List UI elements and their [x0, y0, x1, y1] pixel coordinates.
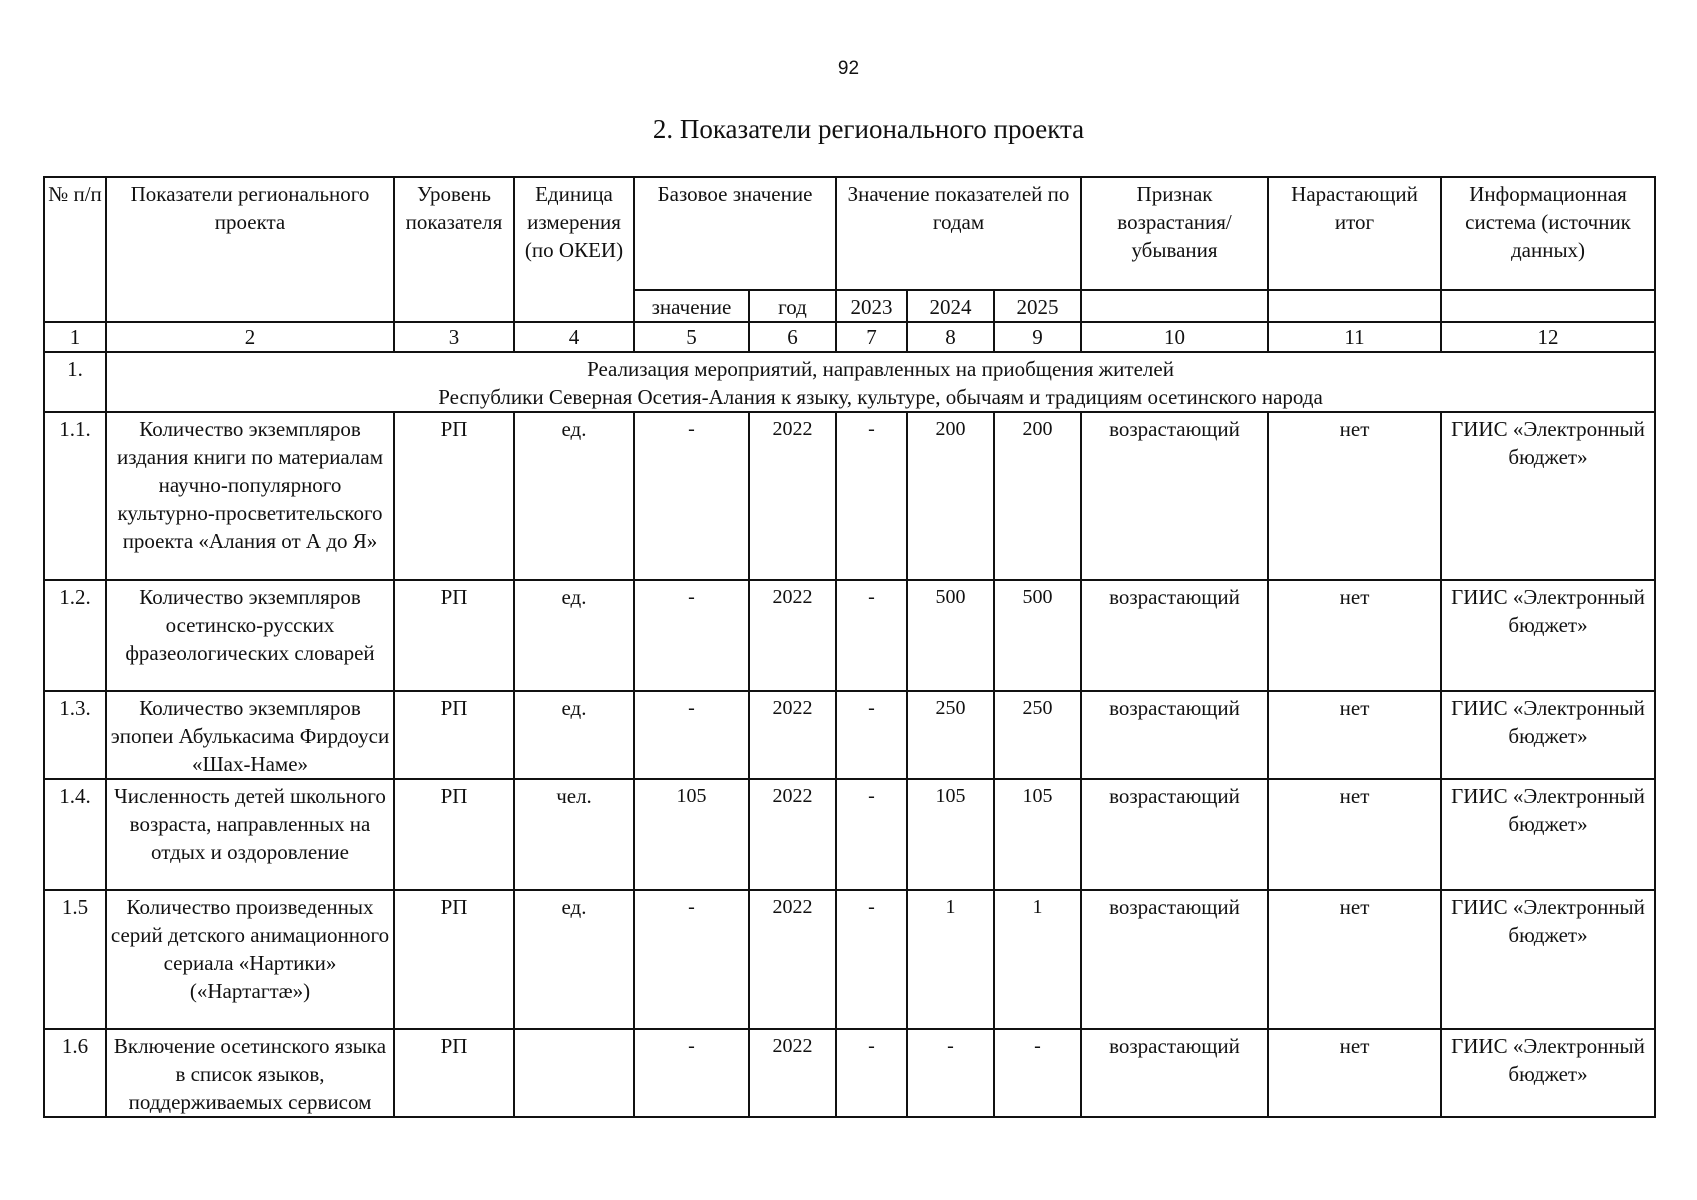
row-num: 1.5	[44, 890, 106, 1029]
header-base: Базовое значение	[634, 177, 836, 290]
table-row	[44, 1029, 1655, 1117]
row-unit: ед.	[514, 580, 634, 691]
header-base-year: год	[749, 290, 836, 322]
row-base-value: -	[634, 580, 749, 691]
indicators-table-container	[43, 176, 1656, 1118]
row-trend: возрастающий	[1081, 1029, 1268, 1117]
header-unit: Единица измерения (по ОКЕИ)	[514, 177, 634, 322]
row-base-year: 2022	[749, 779, 836, 890]
row-cumulative: нет	[1268, 779, 1441, 890]
section-num: 1.	[44, 352, 106, 412]
row-indicator: Количество произведенных серий детского анимационного сериала «Нартики» («Нартагтæ»)	[106, 890, 394, 1029]
row-value-2024: -	[907, 1029, 994, 1117]
row-indicator: Количество экземпляров издания книги по материалам научно-популярного культурно-просветительского проекта «Алания от А до Я»	[106, 412, 394, 580]
column-number-row	[44, 322, 1655, 352]
row-unit: ед.	[514, 890, 634, 1029]
row-unit: ед.	[514, 412, 634, 580]
row-value-2024: 500	[907, 580, 994, 691]
row-value-2023: -	[836, 1029, 907, 1117]
row-trend: возрастающий	[1081, 779, 1268, 890]
header-year-2024: 2024	[907, 290, 994, 322]
table-row	[44, 890, 1655, 1029]
table-row	[44, 412, 1655, 580]
table-row	[44, 691, 1655, 779]
row-value-2024: 1	[907, 890, 994, 1029]
header-source-empty	[1441, 290, 1655, 322]
row-trend: возрастающий	[1081, 691, 1268, 779]
column-number: 8	[907, 322, 994, 352]
row-trend: возрастающий	[1081, 580, 1268, 691]
column-number: 5	[634, 322, 749, 352]
table-row	[44, 580, 1655, 691]
column-number: 7	[836, 322, 907, 352]
row-trend: возрастающий	[1081, 412, 1268, 580]
row-base-year: 2022	[749, 580, 836, 691]
row-indicator: Численность детей школьного возраста, направленных на отдых и оздоровление	[106, 779, 394, 890]
row-source: ГИИС «Электронный бюджет»	[1441, 412, 1655, 580]
row-unit	[514, 1029, 634, 1117]
table-row	[44, 779, 1655, 890]
row-level: РП	[394, 691, 514, 779]
header-level: Уровень показателя	[394, 177, 514, 322]
row-indicator: Количество экземпляров эпопеи Абулькасима Фирдоуси «Шах-Наме»	[106, 691, 394, 779]
row-trend: возрастающий	[1081, 890, 1268, 1029]
row-value-2024: 200	[907, 412, 994, 580]
column-number: 3	[394, 322, 514, 352]
row-indicator: Включение осетинского языка в список языков, поддерживаемых сервисом	[106, 1029, 394, 1117]
row-value-2023: -	[836, 890, 907, 1029]
row-base-value: -	[634, 1029, 749, 1117]
page-number: 92	[837, 58, 860, 79]
section-title-cell	[106, 352, 1655, 412]
row-value-2025: -	[994, 1029, 1081, 1117]
header-base-value: значение	[634, 290, 749, 322]
row-source: ГИИС «Электронный бюджет»	[1441, 779, 1655, 890]
column-number: 6	[749, 322, 836, 352]
row-source: ГИИС «Электронный бюджет»	[1441, 890, 1655, 1029]
row-base-value: -	[634, 890, 749, 1029]
column-number: 9	[994, 322, 1081, 352]
section-title-line: Республики Северная Осетия-Алания к языку, культуре, обычаям и традициям осетинского народа	[438, 385, 1323, 409]
row-base-year: 2022	[749, 412, 836, 580]
row-base-year: 2022	[749, 890, 836, 1029]
column-number: 12	[1441, 322, 1655, 352]
row-level: РП	[394, 580, 514, 691]
header-row	[44, 177, 1655, 290]
row-cumulative: нет	[1268, 691, 1441, 779]
header-num: № п/п	[44, 177, 106, 322]
row-num: 1.1.	[44, 412, 106, 580]
row-value-2025: 200	[994, 412, 1081, 580]
row-level: РП	[394, 1029, 514, 1117]
row-indicator: Количество экземпляров осетинско-русских фразеологических словарей	[106, 580, 394, 691]
row-value-2023: -	[836, 580, 907, 691]
row-value-2023: -	[836, 691, 907, 779]
row-level: РП	[394, 779, 514, 890]
row-source: ГИИС «Электронный бюджет»	[1441, 1029, 1655, 1117]
row-base-value: -	[634, 691, 749, 779]
row-value-2023: -	[836, 412, 907, 580]
row-value-2024: 250	[907, 691, 994, 779]
column-number: 1	[44, 322, 106, 352]
row-num: 1.6	[44, 1029, 106, 1117]
section-title-line: Реализация мероприятий, направленных на приобщения жителей	[587, 357, 1174, 381]
indicators-table	[43, 176, 1656, 1118]
row-cumulative: нет	[1268, 890, 1441, 1029]
row-value-2025: 1	[994, 890, 1081, 1029]
row-source: ГИИС «Электронный бюджет»	[1441, 691, 1655, 779]
column-number: 4	[514, 322, 634, 352]
header-values: Значение показателей по годам	[836, 177, 1081, 290]
row-num: 1.4.	[44, 779, 106, 890]
header-year-2023: 2023	[836, 290, 907, 322]
column-number: 2	[106, 322, 394, 352]
header-cumulative-empty	[1268, 290, 1441, 322]
header-cumulative: Нарастающий итог	[1268, 177, 1441, 290]
row-num: 1.3.	[44, 691, 106, 779]
row-base-value: -	[634, 412, 749, 580]
row-cumulative: нет	[1268, 412, 1441, 580]
header-source: Информационная система (источник данных)	[1441, 177, 1655, 290]
row-cumulative: нет	[1268, 580, 1441, 691]
row-cumulative: нет	[1268, 1029, 1441, 1117]
header-trend: Признак возрастания/ убывания	[1081, 177, 1268, 290]
row-level: РП	[394, 890, 514, 1029]
row-base-year: 2022	[749, 691, 836, 779]
column-number: 10	[1081, 322, 1268, 352]
header-indicator: Показатели регионального проекта	[106, 177, 394, 322]
row-value-2025: 105	[994, 779, 1081, 890]
header-trend-empty	[1081, 290, 1268, 322]
row-unit: чел.	[514, 779, 634, 890]
header-year-2025: 2025	[994, 290, 1081, 322]
row-value-2025: 250	[994, 691, 1081, 779]
section-title: 2. Показатели регионального проекта	[652, 114, 1085, 144]
row-value-2024: 105	[907, 779, 994, 890]
column-number: 11	[1268, 322, 1441, 352]
row-value-2025: 500	[994, 580, 1081, 691]
row-base-year: 2022	[749, 1029, 836, 1117]
row-value-2023: -	[836, 779, 907, 890]
row-num: 1.2.	[44, 580, 106, 691]
row-level: РП	[394, 412, 514, 580]
row-base-value: 105	[634, 779, 749, 890]
row-unit: ед.	[514, 691, 634, 779]
row-source: ГИИС «Электронный бюджет»	[1441, 580, 1655, 691]
section-row	[44, 352, 1655, 412]
